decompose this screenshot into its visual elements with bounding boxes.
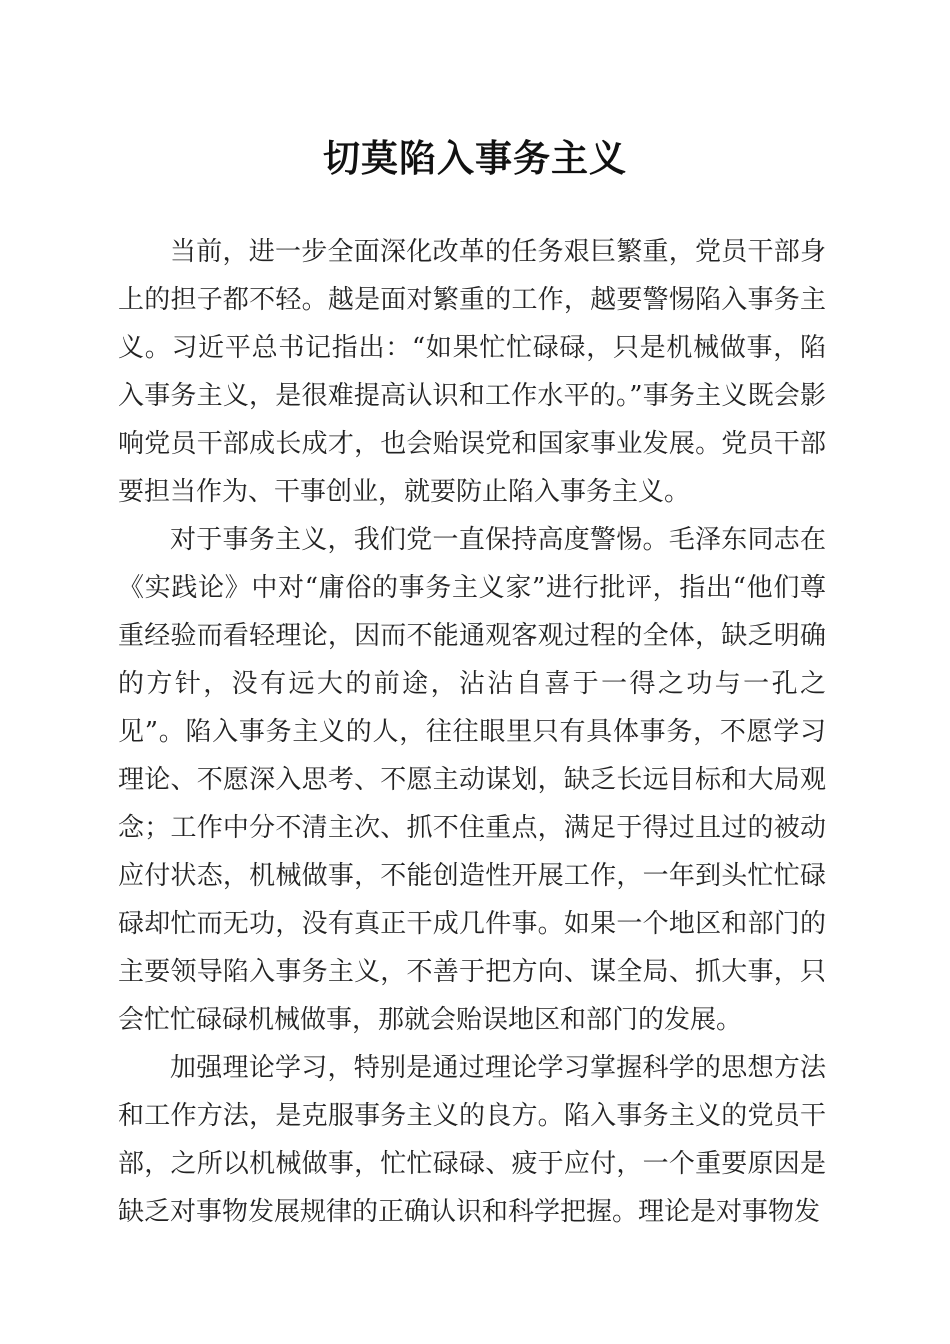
paragraph-3: 加强理论学习，特别是通过理论学习掌握科学的思想方法和工作方法，是克服事务主义的良方。陷入事务主义的党员干部，之所以机械做事，忙忙碌碌、疲于应付，一个重要原因是缺乏对事物发展规律的正确认识和科学把握。理论是对事物发 bbox=[118, 1053, 826, 1227]
document-title: 切莫陷入事务主义 bbox=[323, 136, 627, 180]
document-body bbox=[118, 228, 826, 1236]
paragraph-2: 对于事务主义，我们党一直保持高度警惕。毛泽东同志在《实践论》中对“庸俗的事务主义家”进行批评，指出“他们尊重经验而看轻理论，因而不能通观客观过程的全体，缺乏明确的方针，没有远大的前途，沾沾自喜于一得之功与一孔之见”。陷入事务主义的人，往往眼里只有具体事务，不愿学习理论、不愿深入思考、不愿主动谋划，缺乏长远目标和大局观念；工作中分不清主次、抓不住重点，满足于得过且过的被动应付状态，机械做事，不能创造性开展工作，一年到头忙忙碌碌却忙而无功，没有真正干成几件事。如果一个地区和部门的主要领导陷入事务主义，不善于把方向、谋全局、抓大事，只会忙忙碌碌机械做事，那就会贻误地区和部门的发展。 bbox=[118, 525, 826, 1035]
paragraph-1: 当前，进一步全面深化改革的任务艰巨繁重，党员干部身上的担子都不轻。越是面对繁重的工作，越要警惕陷入事务主义。习近平总书记指出：“如果忙忙碌碌，只是机械做事，陷入事务主义，是很难提高认识和工作水平的。”事务主义既会影响党员干部成长成才，也会贻误党和国家事业发展。党员干部要担当作为、干事创业，就要防止陷入事务主义。 bbox=[118, 237, 826, 507]
